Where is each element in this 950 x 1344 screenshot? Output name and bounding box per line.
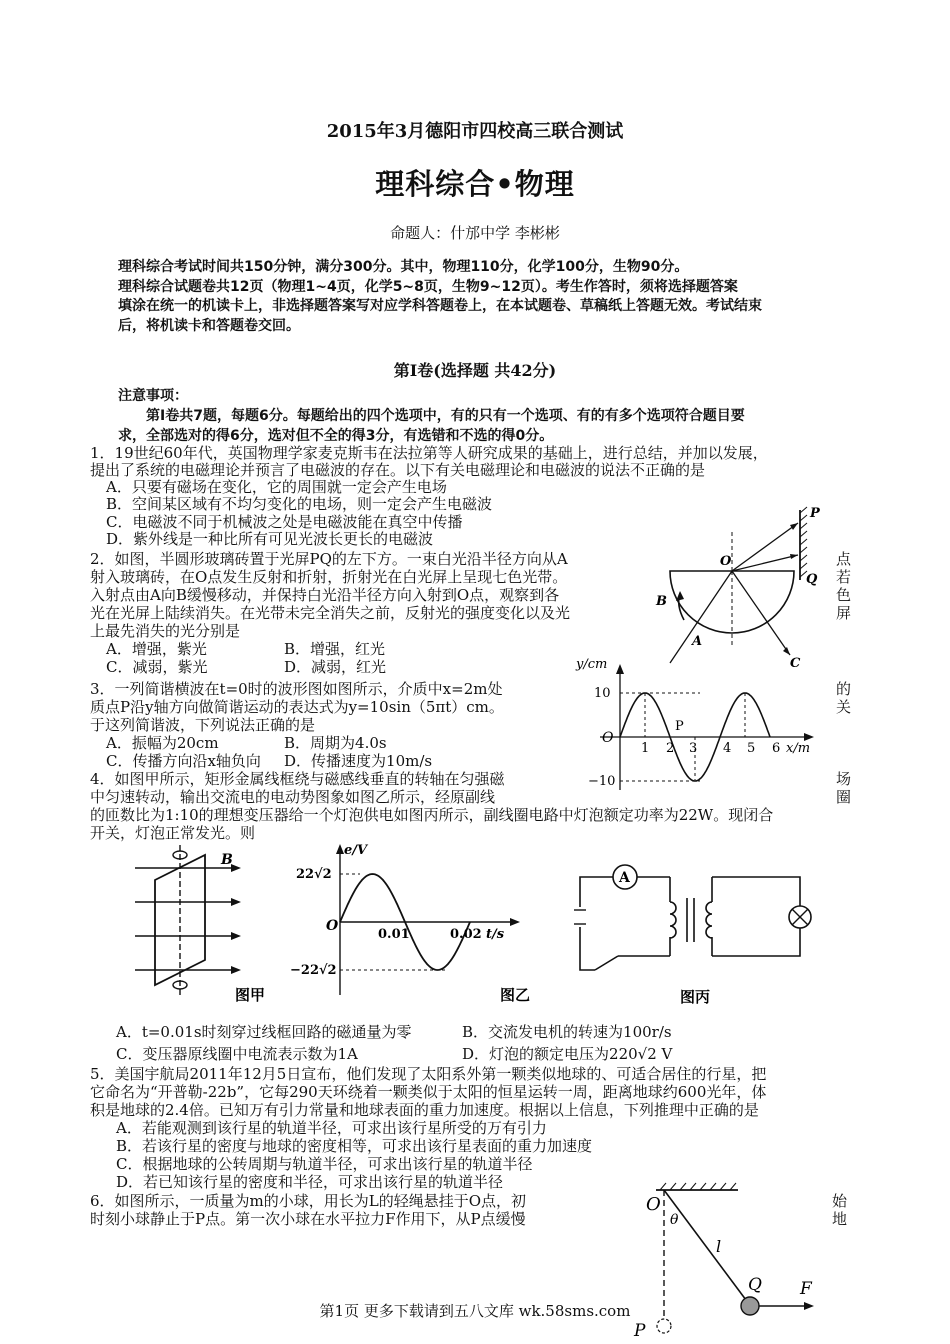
q3-option-c: C．传播方向沿x轴负向	[106, 752, 261, 770]
q4b-xlabel: t/s	[486, 927, 505, 942]
q1-option-c: C．电磁波不同于机械波之处是电磁波能在真空中传播	[106, 513, 463, 531]
q2-label-q: Q	[806, 572, 818, 587]
notice-line-2: 求，全部选对的得6分，选对但不全的得3分，有选错和不选的得0分。	[118, 428, 554, 444]
q2-line-4: 光在光屏上陆续消失。在光带未完全消失之前，反射光的强度变化以及光	[90, 604, 571, 622]
notice-label: 注意事项：	[118, 388, 188, 404]
q5-option-b: B．若该行星的密度与地球的密度相等，可求出该行星表面的重力加速度	[116, 1137, 593, 1155]
q2-option-b: B．增强，红光	[284, 640, 386, 658]
q4b-ymax: 22√2	[296, 867, 332, 882]
q3-option-d: D．传播速度为10m/s	[284, 752, 433, 770]
q2-label-a: A	[692, 634, 703, 649]
q6-line-1-end: 始	[832, 1192, 848, 1210]
q2-option-d: D．减弱，红光	[284, 658, 387, 676]
q1-option-d: D．紫外线是一种比所有可见光波长更长的电磁波	[106, 530, 434, 548]
q4b-origin: O	[326, 918, 339, 934]
q4-option-d: D．灯泡的额定电压为220√2 V	[462, 1045, 673, 1063]
q4-line-2: 中匀速转动，输出交流电的电动势图象如图乙所示，经原副线	[90, 788, 496, 806]
q2-label-o: O	[720, 554, 732, 569]
q3-xlabel: x/m	[786, 741, 811, 756]
q1-line-2: 提出了系统的电磁理论并预言了电磁波的存在。以下有关电磁理论和电磁波的说法不正确的是	[90, 461, 706, 479]
q2-label-p: P	[810, 506, 820, 521]
q3-ylabel: y/cm	[576, 657, 608, 672]
q2-line-3-end: 色	[836, 586, 852, 604]
q2-option-a: A．增强，紫光	[106, 640, 207, 658]
q3-xtick-3: 3	[689, 741, 698, 756]
q1-option-b: B．空间某区域有不均匀变化的电场，则一定会产生电磁波	[106, 495, 493, 513]
q5-option-c: C．根据地球的公转周期与轨道半径，可求出该行星的轨道半径	[116, 1155, 533, 1173]
q2-line-1-end: 点	[836, 550, 852, 568]
q3-xtick-1: 1	[641, 741, 650, 756]
q2-option-c: C．减弱，紫光	[106, 658, 208, 676]
q3-ytick-neg10: −10	[588, 774, 616, 789]
page-footer: 第1页 更多下载请到五八文库 wk.58sms.com	[319, 1302, 631, 1320]
q4-line-1-end: 场	[836, 770, 852, 788]
intro-line-1: 理科综合考试时间共150分钟，满分300分。其中，物理110分，化学100分，生物90分。	[118, 259, 689, 275]
q4b-t2: 0.02	[450, 927, 482, 942]
q4-figure-a	[125, 840, 285, 1005]
q2-label-b: B	[656, 594, 667, 609]
q4-line-3: 的匝数比为1:10的理想变压器给一个灯泡供电如图丙所示，副线圈电路中灯泡额定功率为22W。现闭合	[90, 806, 774, 824]
q4-option-c: C．变压器原线圈中电流表示数为1A	[116, 1045, 358, 1063]
q3-wave-graph	[570, 650, 830, 800]
q6-label-o: O	[646, 1194, 661, 1215]
q3-option-a: A．振幅为20cm	[106, 734, 219, 752]
q5-line-3: 积是地球的2.4倍。已知万有引力常量和地球表面的重力加速度。根据以上信息，下列推理中正确的是	[90, 1101, 759, 1119]
q3-point-p: P	[675, 719, 684, 734]
q3-origin: O	[602, 730, 614, 746]
q3-line-1: 3．一列简谐横波在t=0时的波形图如图所示，介质中x=2m处	[90, 680, 503, 698]
q4-figure-b	[290, 840, 540, 1005]
exam-title: 2015年3月德阳市四校高三联合测试	[326, 121, 624, 142]
q6-line-1: 6．如图所示，一质量为m的小球，用长为L的轻绳悬挂于O点，初	[90, 1192, 527, 1210]
q2-label-c: C	[790, 656, 801, 670]
q5-line-2: 它命名为“开普勒-22b”，它每290天环绕着一颗类似于太阳的恒星运转一周，距离地球约600光年，体	[90, 1083, 767, 1101]
section-title: 第Ⅰ卷(选择题 共42分)	[393, 361, 557, 380]
q3-xtick-5: 5	[747, 741, 756, 756]
q2-line-2-end: 若	[836, 568, 852, 586]
q4b-ymin: −22√2	[290, 963, 337, 978]
q1-option-a: A．只要有磁场在变化，它的周围就一定会产生电场	[106, 478, 447, 496]
q2-figure	[640, 505, 830, 670]
q4-line-2-end: 圈	[836, 788, 852, 806]
q2-line-2: 射入玻璃砖，在O点发生反射和折射，折射光在白光屏上呈现七色光带。	[90, 568, 568, 586]
q3-line-3: 于这列简谐波，下列说法正确的是	[90, 716, 316, 734]
q6-line-2-end: 地	[832, 1210, 848, 1228]
q6-label-f: F	[800, 1279, 812, 1299]
q6-label-q: Q	[748, 1275, 762, 1295]
q1-line-1: 1．19世纪60年代，英国物理学家麦克斯韦在法拉第等人研究成果的基础上，进行总结，并加以发展，	[90, 444, 768, 462]
q4b-ylabel: e/V	[344, 843, 368, 858]
intro-line-3: 填涂在统一的机读卡上，非选择题答案写对应学科答题卷上，在本试题卷、草稿纸上答题无效。考试结束	[118, 298, 762, 314]
q4b-t1: 0.01	[378, 927, 410, 942]
q4-line-1: 4．如图甲所示，矩形金属线框绕与磁感线垂直的转轴在匀强磁	[90, 770, 505, 788]
q3-line-1-end: 的	[836, 680, 852, 698]
intro-line-4: 后，将机读卡和答题卷交回。	[118, 318, 300, 334]
q3-ytick-10: 10	[594, 686, 611, 701]
q5-option-d: D．若已知该行星的密度和半径，可求出该行星的轨道半径	[116, 1173, 504, 1191]
q4a-caption: 图甲	[235, 986, 266, 1004]
q3-xtick-6: 6	[772, 741, 781, 756]
q4c-caption: 图丙	[680, 988, 711, 1006]
q4-figure-c	[570, 852, 840, 1007]
q3-xtick-4: 4	[723, 741, 732, 756]
q2-line-1: 2．如图，半圆形玻璃砖置于光屏PQ的左下方。一束白光沿半径方向从A	[90, 550, 568, 568]
author-line: 命题人：什邡中学 李彬彬	[390, 224, 560, 242]
q4-line-4: 开关，灯泡正常发光。则	[90, 824, 256, 842]
q6-line-2: 时刻小球静止于P点。第一次小球在水平拉力F作用下，从P点缓慢	[90, 1210, 526, 1228]
q4-option-b: B．交流发电机的转速为100r/s	[462, 1023, 672, 1041]
q3-option-b: B．周期为4.0s	[284, 734, 387, 752]
q6-label-theta: θ	[670, 1212, 679, 1228]
ammeter-label: A	[619, 870, 630, 886]
q2-line-3: 入射点由A向B缓慢移动，并保持白光沿半径方向入射到O点，观察到各	[90, 586, 560, 604]
q6-label-p: P	[634, 1321, 646, 1340]
q2-line-4-end: 屏	[836, 604, 852, 622]
q3-line-2-end: 关	[836, 698, 852, 716]
q4b-caption: 图乙	[500, 986, 531, 1004]
q3-line-2: 质点P沿y轴方向做简谐运动的表达式为y=10sin（5πt）cm。	[90, 698, 504, 716]
q5-option-a: A．若能观测到该行星的轨道半径，可求出该行星所受的万有引力	[116, 1119, 547, 1137]
q3-xtick-2: 2	[666, 741, 675, 756]
q5-line-1: 5．美国宇航局2011年12月5日宣布，他们发现了太阳系外第一颗类似地球的、可适合居住的行星，把	[90, 1065, 767, 1083]
q2-line-5: 上最先消失的光分别是	[90, 622, 241, 640]
notice-line-1: 第Ⅰ卷共7题，每题6分。每题给出的四个选项中，有的只有一个选项、有的有多个选项符合题目要	[146, 408, 745, 424]
q6-label-l: l	[716, 1237, 722, 1256]
intro-line-2: 理科综合试题卷共12页（物理1~4页，化学5~8页，生物9~12页）。考生作答时，须将选择题答案	[118, 279, 738, 295]
subject-title: 理科综合•物理	[375, 167, 575, 201]
q4a-label-b: B	[221, 852, 233, 868]
q4-option-a: A．t=0.01s时刻穿过线框回路的磁通量为零	[116, 1023, 412, 1041]
